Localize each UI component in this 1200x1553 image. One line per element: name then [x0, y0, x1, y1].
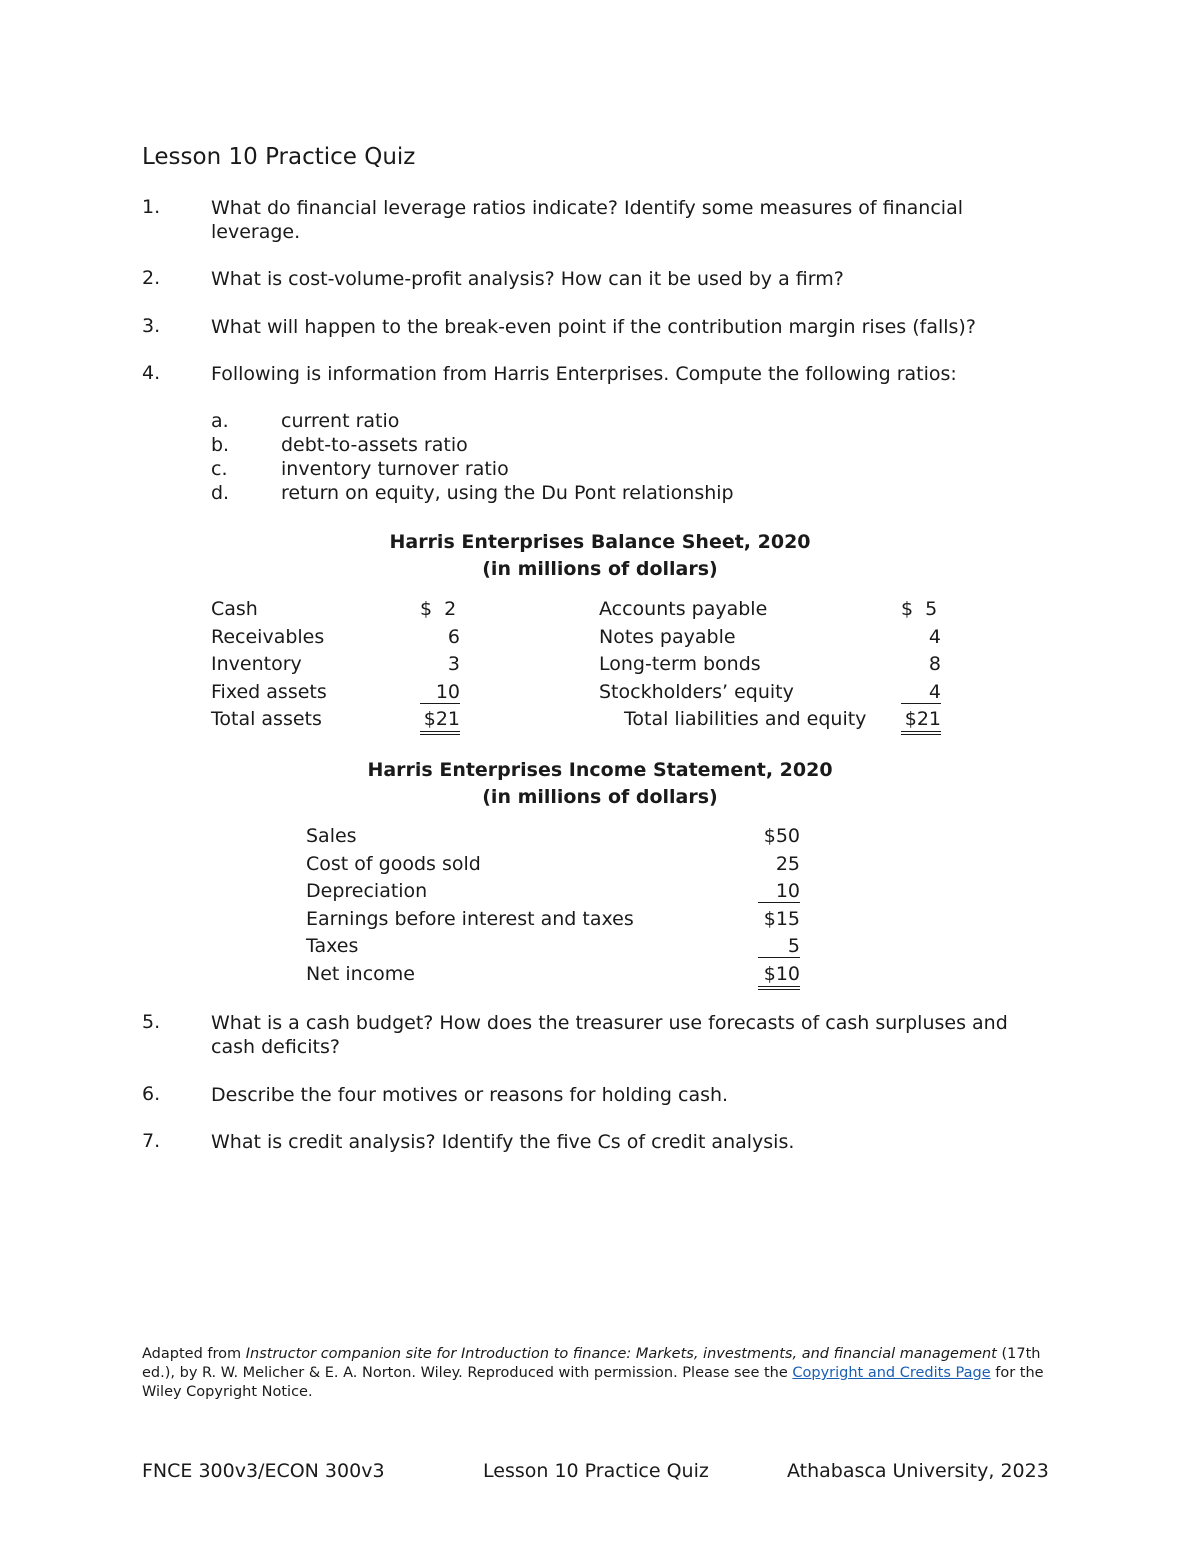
attribution-source-title: Instructor companion site for Introduction to finance: Markets, investments, and financial management — [245, 1346, 997, 1362]
asset-value: 6 — [447, 626, 460, 648]
asset-label: Fixed assets — [211, 681, 327, 703]
liability-label: Stockholders’ equity — [599, 681, 794, 703]
income-statement-subtitle: (in millions of dollars) — [482, 786, 718, 808]
question-number: 5. — [142, 1011, 161, 1033]
footer-course: FNCE 300v3/ECON 300v3 — [142, 1460, 385, 1482]
question-text: What is a cash budget? How does the treasurer use forecasts of cash surpluses and cash deficits? — [211, 1012, 1008, 1058]
footer-institution: Athabasca University, 2023 — [787, 1460, 1049, 1482]
page-title: Lesson 10 Practice Quiz — [142, 144, 416, 170]
question-text: What is credit analysis? Identify the five Cs of credit analysis. — [211, 1131, 795, 1153]
subitem-text: inventory turnover ratio — [281, 458, 509, 480]
liability-value: 4 — [901, 681, 941, 704]
question-text: What is cost-volume-profit analysis? How can it be used by a firm? — [211, 268, 844, 290]
attribution-prefix: Adapted from — [142, 1346, 246, 1362]
question-number: 6. — [142, 1083, 161, 1105]
income-value: 5 — [758, 935, 800, 958]
income-label: Depreciation — [306, 880, 428, 902]
question-text: What will happen to the break-even point if the contribution margin rises (falls)? — [211, 316, 976, 338]
asset-value: 3 — [447, 653, 460, 675]
subitem-letter: c. — [211, 458, 228, 480]
income-label: Earnings before interest and taxes — [306, 908, 634, 930]
question-text: Describe the four motives or reasons for holding cash. — [211, 1084, 729, 1106]
subitem-letter: d. — [211, 482, 230, 504]
question-number: 7. — [142, 1130, 161, 1152]
asset-total-value: $21 — [420, 708, 460, 735]
asset-label: Cash — [211, 598, 258, 620]
income-value: 10 — [758, 880, 800, 903]
question-text: What do financial leverage ratios indicate? Identify some measures of financial leverage. — [211, 197, 963, 243]
liability-total-value: $21 — [901, 708, 941, 735]
balance-sheet-title: Harris Enterprises Balance Sheet, 2020 — [389, 531, 811, 553]
income-label: Net income — [306, 963, 415, 985]
liability-label: Notes payable — [599, 626, 736, 648]
asset-label: Inventory — [211, 653, 302, 675]
income-label: Cost of goods sold — [306, 853, 481, 875]
question-text: Following is information from Harris Enterprises. Compute the following ratios: — [211, 363, 957, 385]
liability-label: Long-term bonds — [599, 653, 761, 675]
asset-value: $ 2 — [420, 598, 457, 620]
question-number: 1. — [142, 196, 161, 218]
balance-sheet-subtitle: (in millions of dollars) — [482, 558, 718, 580]
subitem-text: return on equity, using the Du Pont relationship — [281, 482, 734, 504]
copyright-credits-link[interactable]: Copyright and Credits Page — [792, 1365, 991, 1381]
liability-value: $ 5 — [901, 598, 938, 620]
income-value: 25 — [775, 853, 800, 875]
subitem-letter: b. — [211, 434, 230, 456]
liability-label: Accounts payable — [599, 598, 768, 620]
income-label: Sales — [306, 825, 357, 847]
asset-value: 10 — [420, 681, 460, 704]
liability-value: 4 — [928, 626, 941, 648]
income-total-value: $10 — [758, 963, 800, 990]
question-number: 3. — [142, 315, 161, 337]
income-statement-title: Harris Enterprises Income Statement, 2020 — [367, 759, 833, 781]
subitem-text: current ratio — [281, 410, 400, 432]
liability-value: 8 — [928, 653, 941, 675]
income-value: $50 — [763, 825, 800, 847]
question-number: 2. — [142, 267, 161, 289]
asset-label: Total assets — [211, 708, 322, 730]
question-number: 4. — [142, 362, 161, 384]
attribution-middle: (17th ed.), by R. W. Melicher & E. A. Norton. Wiley. Reproduced with permission. Please see the — [142, 1346, 1041, 1381]
subitem-letter: a. — [211, 410, 229, 432]
subitem-text: debt-to-assets ratio — [281, 434, 468, 456]
attribution — [142, 1345, 1072, 1402]
income-label: Taxes — [306, 935, 359, 957]
liability-label: Total liabilities and equity — [624, 708, 867, 730]
income-value: $15 — [763, 908, 800, 930]
asset-label: Receivables — [211, 626, 325, 648]
footer-title: Lesson 10 Practice Quiz — [483, 1460, 709, 1482]
attribution-suffix: for the Wiley Copyright Notice. — [142, 1365, 1044, 1400]
